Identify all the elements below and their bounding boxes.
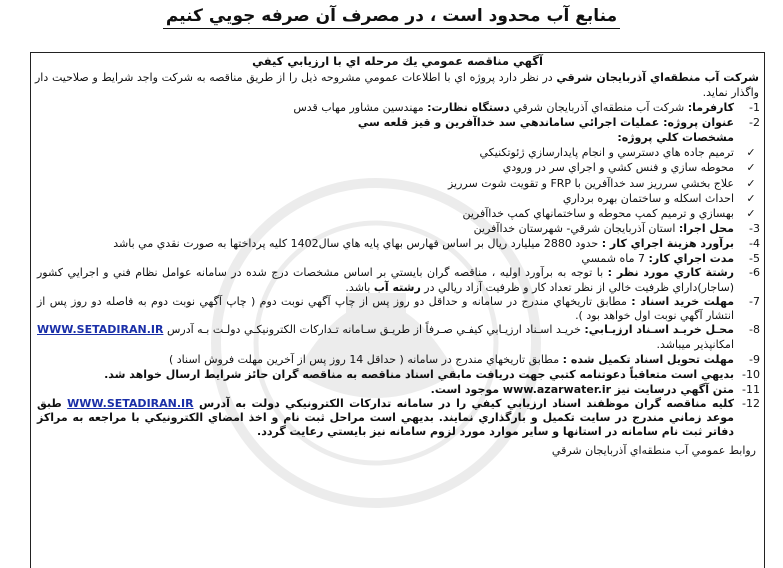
item-1 (31, 100, 764, 115)
check-icon: ✓ (746, 146, 756, 159)
intro-org: شركت آب منطقه‌اي آذربايجان شرقي (556, 71, 759, 84)
item-9 (31, 352, 764, 367)
item-8 (31, 323, 764, 351)
item-label: عنوان پروژه: (663, 116, 734, 129)
item-label-2: رشته آب (373, 280, 421, 294)
check-icon: ✓ (746, 176, 756, 190)
item-text: مطابق تاريخهاي مندرج در سامانه و حداقل دو روز پس از چاپ آگهي نوبت دوم ( چاپ آگهي نوبت دوم به فاصله دو روز پس از انتشار آگهي نوبت اول خواهد بود ). (37, 294, 734, 323)
item-label: رشتة كاري مورد نظر : (607, 266, 734, 280)
spec-bullet-text: محوطه سازي و فنس كشي و اجراي سر در ورودي (502, 161, 734, 175)
item-number: 5- (749, 252, 760, 266)
item-2 (31, 115, 764, 130)
item-label: بديهي است متعاقباً دعوتنامه كتبي جهت دريافت مابقي اسناد مناقصه به مناقصه گران حائز شرايط ارسال خواهد شد. (104, 367, 734, 381)
item-number: 3- (749, 222, 760, 236)
item-text: حدود 2880 ميلیارد ريال بر اساس فهارس بهاي پايه هاي سال1402 كليه پرداختها به صورت نقدي مي باشد (113, 237, 602, 251)
slogan-header (0, 6, 783, 26)
item-number: 12- (742, 396, 760, 410)
item-text-2: امكانپذير ميباشد. (656, 337, 734, 351)
setad-link[interactable]: WWW.SETADIRAN.IR (67, 396, 194, 410)
check-icon: ✓ (746, 207, 756, 221)
item-text: خريـد اسـناد ارزيـابي كيفـي صـرفاً از طريـق سـامانه تـداركات الكترونيكـي دولـت بـه آدرس (163, 323, 585, 337)
item-label: مهلت خريد اسناد : (631, 294, 735, 308)
item-label: مدت اجراي كار: (648, 252, 734, 266)
item-label: محل اجرا: (678, 222, 734, 236)
item-text-2: باشد. (345, 280, 374, 294)
item-3 (31, 221, 764, 236)
item-text: با توجه به برآورد اوليه ، مناقصه گران بايستي بر اساس مشخصات درج شده در سامانه عوامل نظام فني و اجرايي كشور (ساجار)داراي ظرفيت خالي از نظر تعداد كار و ظرفيت آزاد ريالي در (37, 266, 734, 294)
spec-bullet (31, 160, 764, 175)
spec-bullet-text: ترميم جاده هاي دسترسي و انجام پايدارسازي ژئوتكنيكي (479, 146, 734, 159)
item-label: مهلت تحويل اسناد تكميل شده : (562, 352, 734, 366)
item-label-2: دستگاه نظارت: (427, 101, 510, 114)
item-number: 7- (749, 294, 760, 308)
setad-link[interactable]: WWW.SETADIRAN.IR (37, 323, 164, 337)
item-text: شركت آب منطقه‌اي آذربايجان شرقي (509, 101, 688, 114)
check-icon: ✓ (746, 161, 756, 175)
item-5 (31, 251, 764, 266)
spec-bullet (31, 176, 764, 191)
item-label: محـل خريـد اسـناد ارزيـابي: (584, 323, 734, 337)
item-text: 7 ماه شمسي (581, 252, 649, 266)
item-4 (31, 236, 764, 251)
item-number: 9- (749, 352, 760, 366)
item-text: طبق موعد زماني مندرج در سايت تكميل و بارگذاري نمايند. بديهي است مراحل ثبت نام و اخذ امضاي الكترونيكي با مراجعه به مراكز دفاتر ثبت نام سامانه در استانها و ساير موارد مورد لزوم سامانه نيز بايستي رعايت گردد. (37, 396, 734, 439)
item-label: متن آگهي درسايت نيز (614, 382, 734, 396)
item-label: برآورد هزينة اجراي كار : (601, 237, 734, 251)
item-number: 8- (749, 323, 760, 337)
item-text-2: موجود است. (430, 382, 503, 396)
azarwater-link[interactable]: www.azarwater.ir (502, 382, 612, 396)
item-number: 6- (749, 266, 760, 280)
item-text-2: مهندسين مشاور مهاب قدس (293, 101, 428, 114)
notice-heading: آگهي مناقصه عمومي يك مرحله اي با ارزيابي كيفي (252, 54, 543, 68)
item-10 (31, 367, 764, 382)
spec-bullet (31, 145, 764, 160)
public-relations-signature: روابط عمومي آب منطقه‌اي آذربايجان شرقي (551, 444, 756, 458)
tender-notice (30, 52, 765, 568)
check-icon: ✓ (746, 191, 756, 205)
item-7 (31, 295, 764, 323)
intro-text: در نظر دارد پروژه اي با اطلاعات عمومي مشروحه ذيل را از طريق مناقصه به شركت واجد شرايط و صلاحيت دار واگذار نمايد. (35, 71, 759, 99)
notice-intro (31, 69, 764, 100)
item-text: عمليات اجرائي ساماندهي سد خداآفرين و قيز قلعه سي (357, 116, 664, 129)
specs-title: مشخصات كلي پروژه: (617, 131, 734, 144)
spec-bullet (31, 206, 764, 221)
spec-bullet-text: بهسازي و ترميم كمپ محوطه و ساختمانهاي كمپ خداآفرين (462, 207, 734, 221)
item-number: 11- (742, 382, 760, 396)
item-label: كارفرما: (687, 101, 734, 114)
item-11 (31, 382, 764, 397)
slogan-text: منابع آب محدود است ، در مصرف آن صرفه جويي كنيم (163, 6, 620, 29)
item-number: 2- (749, 116, 760, 129)
item-number: 1- (749, 101, 760, 114)
item-text: استان آذربايجان شرقي- شهرستان خداآفرين (473, 222, 679, 236)
item-12 (31, 397, 764, 440)
item-number: 10- (742, 367, 760, 381)
item-number: 4- (749, 237, 760, 251)
spec-bullet-text: علاج بخشي سرريز سد خداآفرين با FRP و تقويت شوت سرريز (447, 176, 734, 190)
item-label: كليه مناقصه گران موظفند اسناد ارزيابي كيفي را در سامانه تداركات الكترونيكي دولت به آدرس (193, 396, 734, 410)
item-text: مطابق تاريخهاي مندرج در سامانه ( حداقل 14 روز پس از آخرين مهلت فروش اسناد ) (168, 352, 563, 366)
spec-bullet-text: احداث اسكله و ساختمان بهره برداري (562, 191, 734, 205)
item-6 (31, 266, 764, 294)
spec-bullet (31, 191, 764, 206)
